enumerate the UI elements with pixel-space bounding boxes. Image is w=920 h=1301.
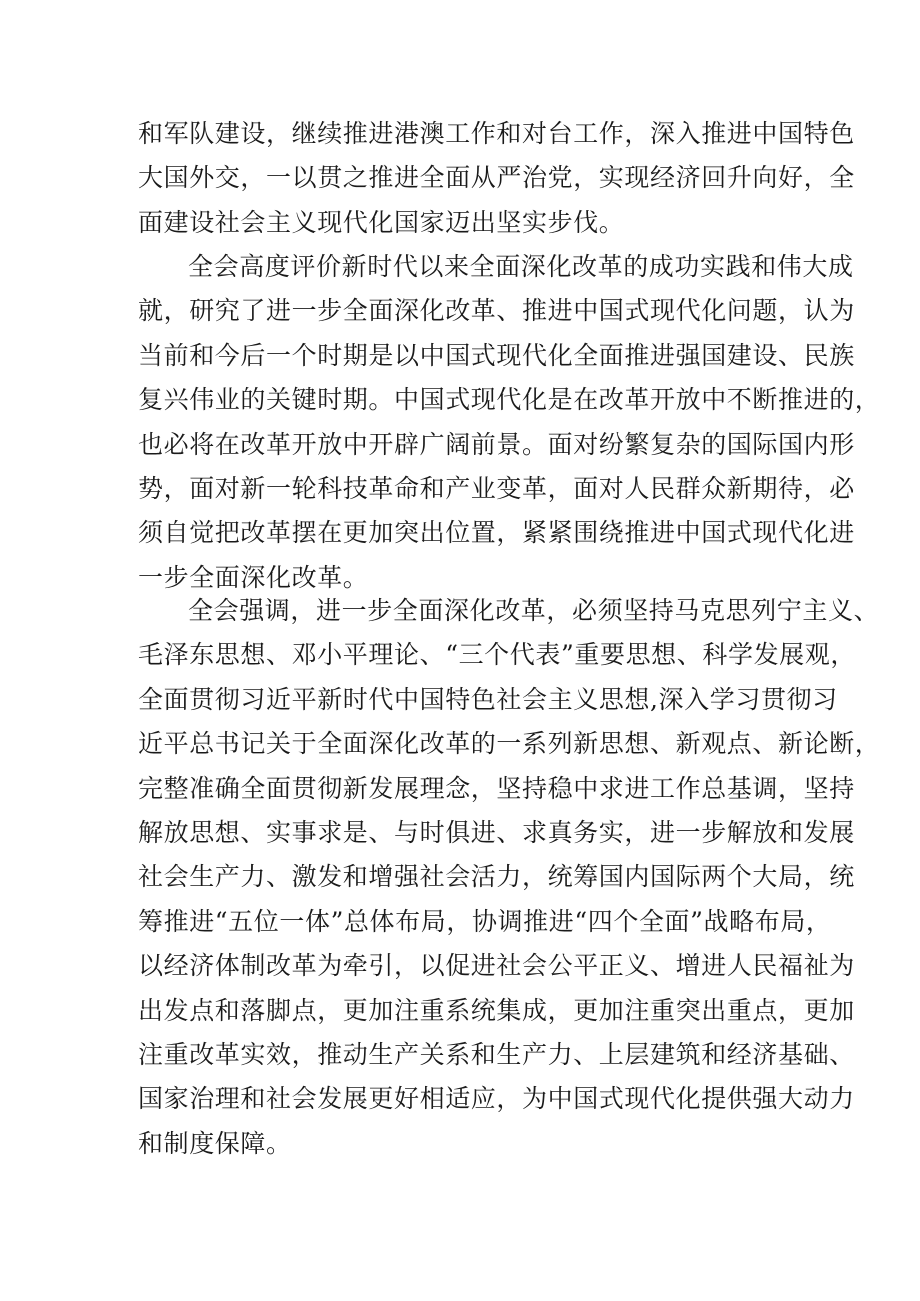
- paragraph-line: 全会强调，进一步全面深化改革，必须坚持马克思列宁主义、: [188, 596, 880, 625]
- paragraph-line: 完整准确全面贯彻新发展理念，坚持稳中求进工作总基调，坚持: [138, 773, 855, 803]
- paragraph-line: 社会生产力、激发和增强社会活力，统筹国内国际两个大局，统: [138, 862, 855, 892]
- paragraph-line: 复兴伟业的关键时期。中国式现代化是在改革开放中不断推进的，: [138, 385, 881, 415]
- paragraph-line: 注重改革实效，推动生产关系和生产力、上层建筑和经济基础、: [138, 1039, 855, 1069]
- paragraph-line: 国家治理和社会发展更好相适应，为中国式现代化提供强大动力: [138, 1084, 855, 1114]
- paragraph-line: 和军队建设，继续推进港澳工作和对台工作，深入推进中国特色: [138, 119, 855, 148]
- paragraph-line: 全面贯彻习近平新时代中国特色社会主义思想,深入学习贯彻习: [138, 684, 838, 714]
- paragraph-line: 解放思想、实事求是、与时俱进、求真务实，进一步解放和发展: [138, 817, 855, 847]
- paragraph-line: 一步全面深化改革。: [138, 562, 369, 592]
- paragraph-line: 面建设社会主义现代化国家迈出坚实步伐。: [138, 207, 625, 237]
- paragraph-line: 大国外交，一以贯之推进全面从严治党，实现经济回升向好，全: [138, 163, 855, 193]
- paragraph-line: 就，研究了进一步全面深化改革、推进中国式现代化问题，认为: [138, 296, 855, 326]
- paragraph-2: [138, 245, 881, 600]
- paragraph-line: 筹推进“五位一体”总体布局，协调推进“四个全面”战略布局，: [138, 906, 832, 936]
- paragraph-line: 须自觉把改革摆在更加突出位置，紧紧围绕推进中国式现代化进: [138, 518, 855, 548]
- paragraph-line: 也必将在改革开放中开辟广阔前景。面对纷繁复杂的国际国内形: [138, 429, 855, 459]
- paragraph-3: [138, 589, 881, 1166]
- paragraph-line: 以经济体制改革为牵引，以促进社会公平正义、增进人民福祉为: [138, 951, 855, 981]
- paragraph-line: 全会高度评价新时代以来全面深化改革的成功实践和伟大成: [188, 252, 854, 281]
- paragraph-line: 近平总书记关于全面深化改革的一系列新思想、新观点、新论断，: [138, 729, 881, 759]
- paragraph-line: 当前和今后一个时期是以中国式现代化全面推进强国建设、民族: [138, 340, 855, 370]
- paragraph-line: 毛泽东思想、邓小平理论、“三个代表”重要思想、科学发展观，: [138, 640, 856, 670]
- paragraph-line: 和制度保障。: [138, 1128, 292, 1158]
- paragraph-line: 出发点和落脚点，更加注重系统集成，更加注重突出重点，更加: [138, 995, 855, 1025]
- paragraph-line: 势，面对新一轮科技革命和产业变革，面对人民群众新期待，必: [138, 473, 855, 503]
- paragraph-1: [138, 112, 855, 245]
